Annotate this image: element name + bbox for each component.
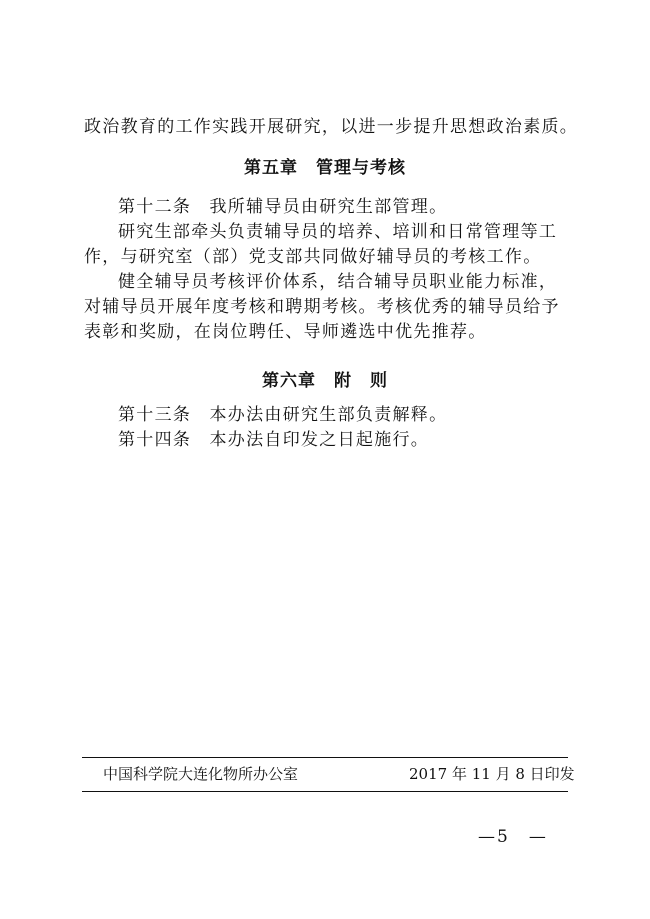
continuation-line: 政治教育的工作实践开展研究，以进一步提升思想政治素质。 <box>84 117 579 137</box>
paragraph-line: 作，与研究室（部）党支部共同做好辅导员的考核工作。 <box>84 247 542 267</box>
paragraph-line: 研究生部牵头负责辅导员的培养、培训和日常管理等工 <box>118 222 558 242</box>
article-13: 第十三条 本办法由研究生部负责解释。 <box>118 405 448 425</box>
footer-top-rule <box>82 757 568 758</box>
footer-issuer: 中国科学院大连化物所办公室 <box>103 765 299 783</box>
paragraph-line: 健全辅导员考核评价体系，结合辅导员职业能力标准， <box>118 272 558 292</box>
paragraph-line: 对辅导员开展年度考核和聘期考核。考核优秀的辅导员给予 <box>84 297 560 317</box>
footer-date: 2017 年 11 月 8 日印发 <box>409 765 575 783</box>
article-14: 第十四条 本办法自印发之日起施行。 <box>118 430 430 450</box>
chapter-5-heading: 第五章 管理与考核 <box>244 158 406 178</box>
paragraph-line: 表彰和奖励，在岗位聘任、导师遴选中优先推荐。 <box>84 322 487 342</box>
chapter-6-heading: 第六章 附 则 <box>262 371 388 391</box>
footer-bottom-rule <box>82 791 568 792</box>
article-12: 第十二条 我所辅导员由研究生部管理。 <box>118 197 448 217</box>
page-number: —5 — <box>478 827 548 847</box>
